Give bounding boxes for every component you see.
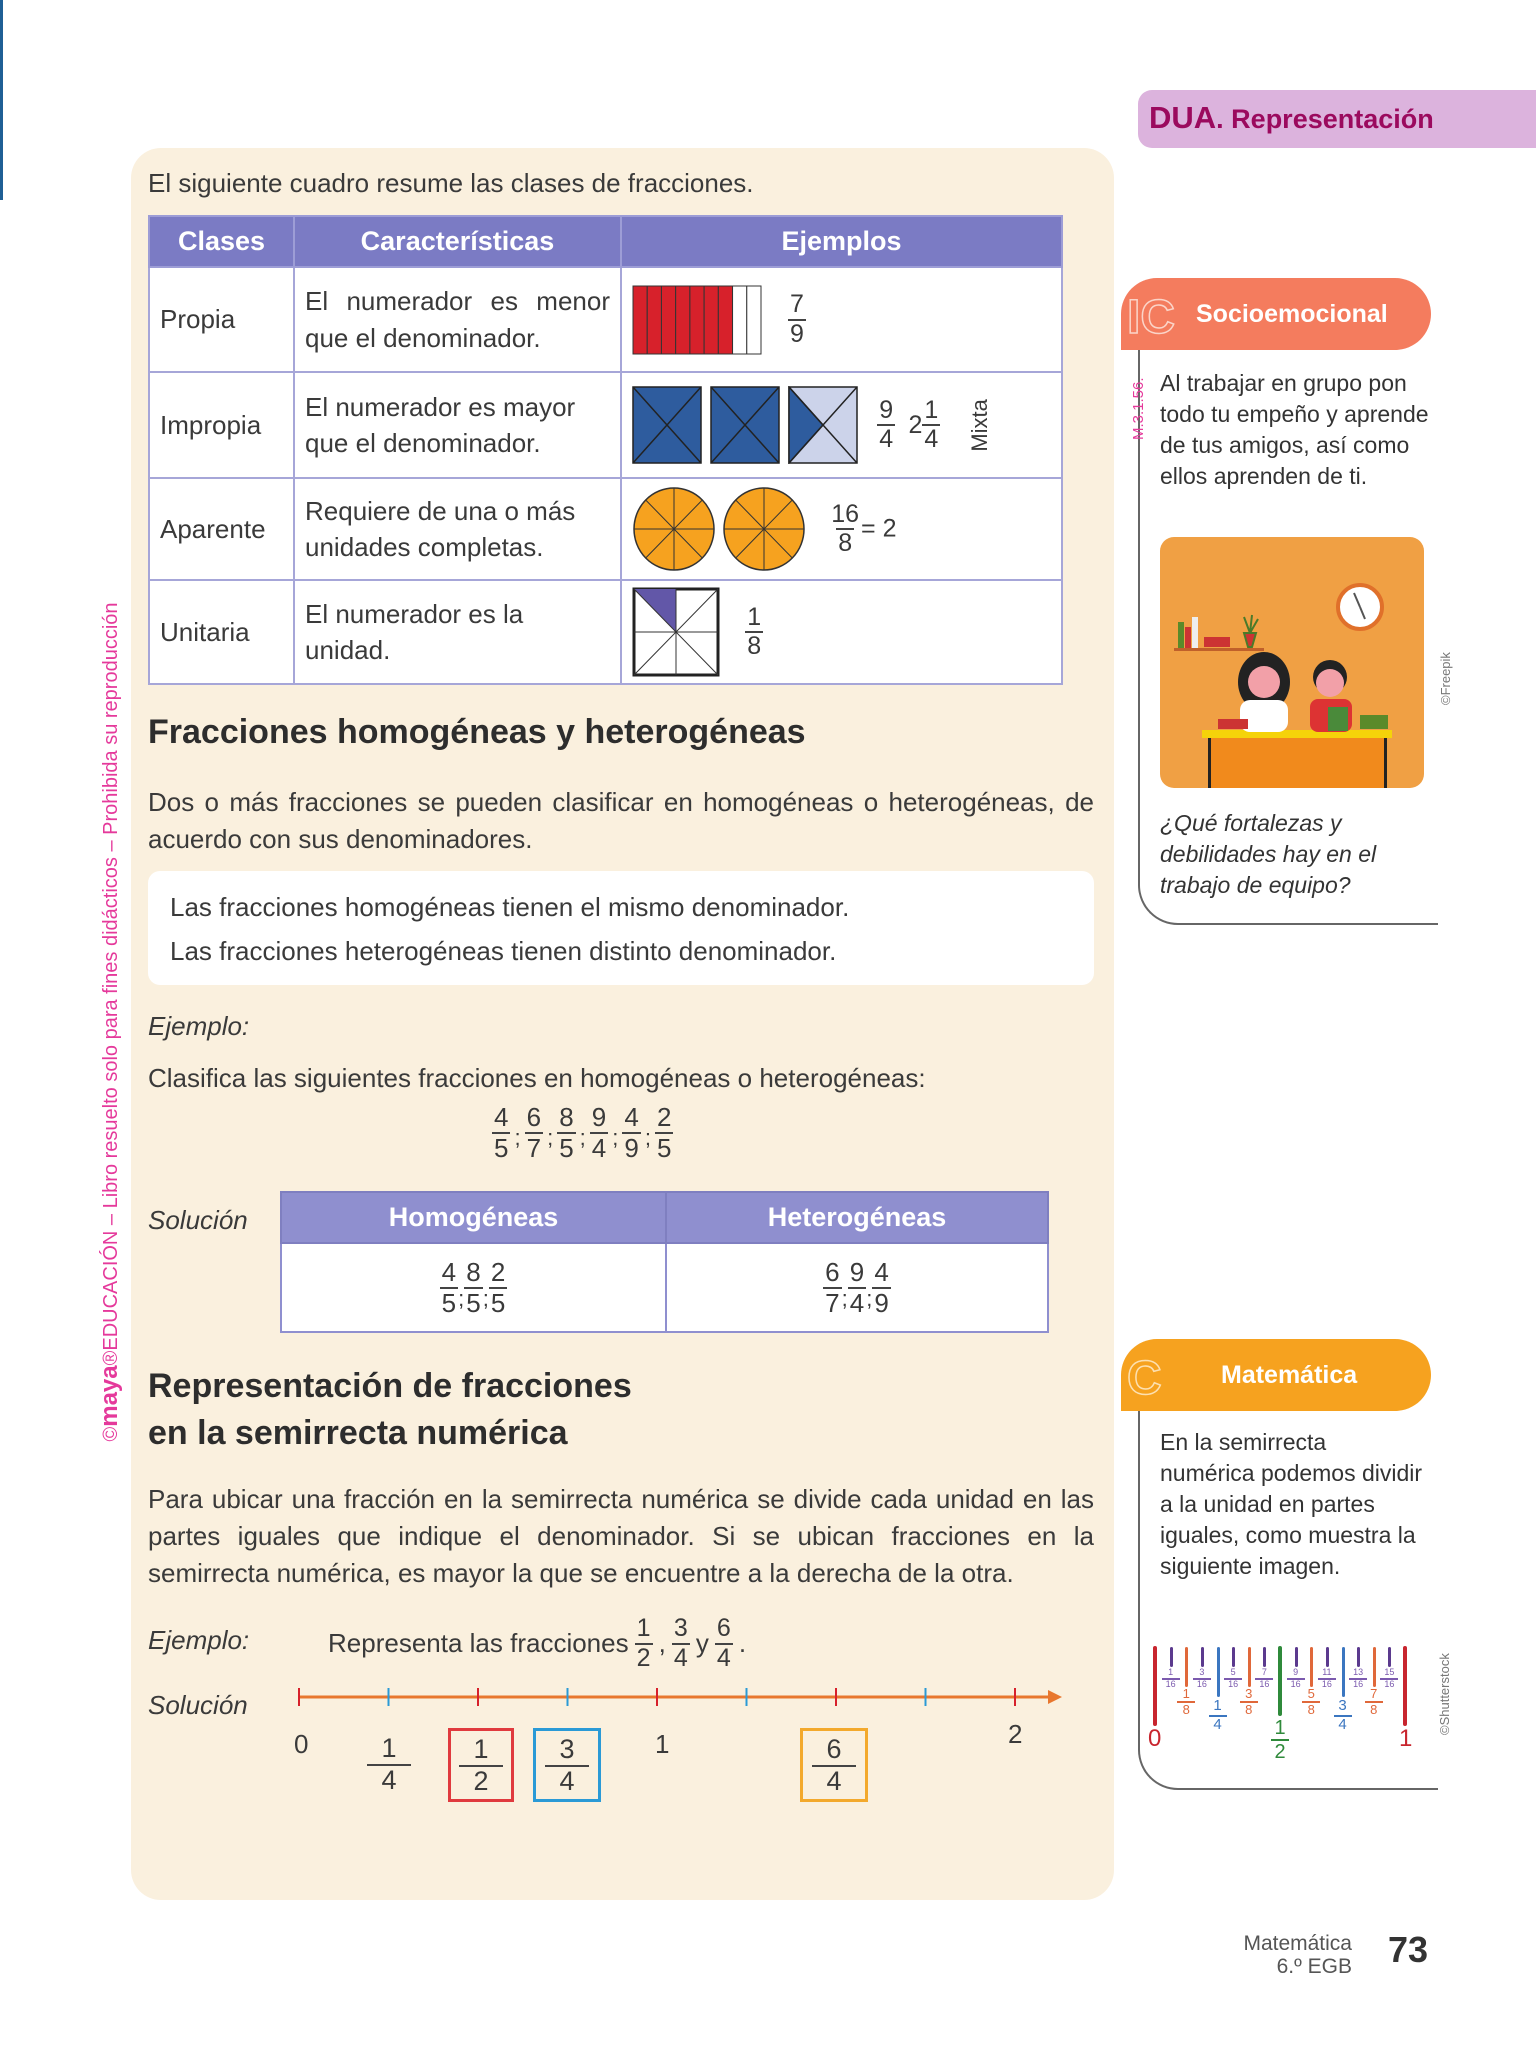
bar-model-icon: [632, 285, 762, 355]
fraction: [823, 1258, 841, 1317]
ruler-tick: [1357, 1647, 1360, 1667]
edge-bar: [0, 0, 3, 200]
fraction-classes-table: [148, 215, 1063, 685]
denominator: 16: [1380, 1678, 1398, 1690]
ruler-label: [1171, 1687, 1201, 1718]
numerator: 7: [1370, 1686, 1378, 1701]
class-description: El numerador es la unidad.: [294, 580, 621, 684]
numerator: 5: [1230, 1667, 1236, 1677]
instruction-text: Clasifica las siguientes fracciones en homogéneas o heterogéneas:: [148, 1063, 926, 1093]
header-homogeneas: Homogéneas: [281, 1192, 666, 1243]
numerator: 9: [591, 1102, 607, 1132]
fraction: [635, 1615, 653, 1672]
arrow-head-icon: [1048, 1690, 1062, 1704]
numerator: 1: [636, 1614, 651, 1642]
numerator: 1: [381, 1733, 397, 1763]
three-quarters-box: [533, 1728, 601, 1802]
example-cell: [621, 478, 1062, 580]
example-cell: [621, 267, 1062, 372]
dua-text: . Representación: [1216, 104, 1434, 134]
ruler-zero: 0: [1148, 1725, 1162, 1752]
table-row: [149, 580, 1062, 684]
denominator: 9: [624, 1132, 639, 1163]
numerator: 4: [874, 1256, 889, 1287]
numerator: 8: [466, 1256, 481, 1287]
denominator: 16: [1318, 1678, 1336, 1690]
denominator: 4: [591, 1132, 607, 1163]
ruler-one: 1: [1399, 1725, 1413, 1752]
fraction: [440, 1258, 458, 1317]
circles-model-icon: [632, 487, 806, 571]
brand-logo: maya: [96, 1365, 123, 1427]
dua-label: DUA: [1149, 100, 1217, 135]
definition-box: [148, 871, 1094, 985]
ic-logo-icon: IC: [1127, 291, 1175, 344]
bar-part: [747, 286, 761, 354]
numerator: 5: [1307, 1686, 1315, 1701]
ruler-tick: [1248, 1647, 1251, 1687]
example-text: [328, 1615, 746, 1672]
ruler-tick: [1217, 1647, 1220, 1697]
ruler-label: [1203, 1698, 1233, 1733]
number-line: [290, 1680, 1070, 1716]
comma: ,: [658, 1627, 666, 1658]
numerator: 15: [1384, 1667, 1395, 1677]
fraction: [590, 1103, 608, 1162]
skill-code: M.3.1.56.: [1130, 377, 1147, 440]
denominator: 8: [836, 528, 854, 558]
numerator: 1: [747, 602, 762, 631]
denominator: 16: [1349, 1678, 1367, 1690]
ruler-label: [1328, 1698, 1358, 1733]
heterogeneas-cell: $\frac{6}{7}$ ; $\frac{9}{4}$ ; $\frac{4}{9}$: [666, 1243, 1048, 1332]
class-description: Requiere de una o más unidades completas.: [294, 478, 621, 580]
fraction: [872, 1258, 890, 1317]
class-name: Impropia: [149, 372, 294, 478]
example-cell: [621, 580, 1062, 684]
equals-value: = 2: [861, 514, 897, 543]
ruler-tick: [1373, 1647, 1376, 1687]
numerator: 4: [494, 1102, 509, 1132]
mixed-fraction: [922, 397, 940, 454]
denominator: 4: [877, 424, 895, 454]
denominator: 5: [441, 1287, 457, 1318]
conjunction: y: [695, 1627, 709, 1658]
bar-part: [690, 286, 704, 354]
numerator: 1: [1182, 1686, 1190, 1701]
fraction: [622, 1103, 640, 1162]
fraction: [672, 1615, 690, 1672]
denominator: 9: [874, 1287, 889, 1318]
fraction: [715, 1615, 733, 1672]
numerator: 3: [1338, 1697, 1347, 1714]
denominator: 8: [745, 631, 763, 661]
definition-line: Las fracciones heterogéneas tienen distinto denominador.: [170, 936, 837, 966]
denominator: 8: [1302, 1701, 1320, 1717]
ruler-tick: [1232, 1647, 1235, 1667]
example-label: Ejemplo:: [148, 1011, 250, 1041]
table-row: [149, 372, 1062, 478]
numerator: 7: [1261, 1667, 1267, 1677]
fraction: [877, 397, 895, 454]
numerator: 1: [924, 395, 939, 424]
numerator: 4: [624, 1102, 639, 1132]
denominator: 5: [656, 1132, 672, 1163]
fraction: [525, 1103, 543, 1162]
circle-whole: [634, 488, 714, 570]
example-label: Ejemplo:: [148, 1625, 250, 1655]
ruler-tick: [1295, 1647, 1298, 1667]
c-logo-icon: C: [1127, 1352, 1162, 1405]
numerator: 9: [849, 1256, 865, 1287]
ruler-label: [1265, 1717, 1295, 1763]
numerator: 6: [826, 1734, 842, 1764]
header-caracteristicas: Características: [294, 216, 621, 267]
grade-level: 6.º EGB: [1276, 1955, 1352, 1978]
numerator: 7: [790, 290, 804, 318]
numerator: 1: [1274, 1717, 1286, 1739]
fraction: [788, 291, 806, 348]
numerator: 6: [526, 1102, 542, 1132]
dua-banner: [1138, 90, 1536, 148]
footer-subject: [1243, 1932, 1352, 1978]
fraction: [492, 1103, 510, 1162]
bar-part: [676, 286, 690, 354]
denominator: 4: [367, 1764, 411, 1796]
denominator: 2: [459, 1765, 503, 1797]
numerator: 2: [490, 1256, 506, 1287]
socio-title: Socioemocional: [1196, 300, 1388, 328]
denominator: 4: [922, 424, 940, 454]
class-description: El numerador es mayor que el denominador.: [294, 372, 621, 478]
solution-label: Solución: [148, 1205, 248, 1235]
ruler-tick: [1310, 1647, 1313, 1687]
numerator: 1: [1168, 1667, 1174, 1677]
denominator: 8: [1365, 1701, 1383, 1717]
ruler-tick: [1201, 1647, 1204, 1667]
students-illustration: [1160, 537, 1424, 788]
label-one: 1: [655, 1729, 670, 1759]
ruler-label: [1234, 1687, 1264, 1718]
mate-title: Matemática: [1221, 1361, 1358, 1389]
example-cell: [621, 372, 1062, 478]
denominator: 4: [1334, 1715, 1352, 1734]
denominator: 16: [1162, 1678, 1180, 1690]
page-number: 73: [1388, 1929, 1429, 1970]
socio-text: Al trabajar en grupo pon todo tu empeño y aprende de tus amigos, así como ellos aprenden de ti.: [1160, 370, 1429, 489]
section-paragraph: Dos o más fracciones se pueden clasificar en homogéneas o heterogéneas, de acuerdo con sus denominadores.: [148, 787, 1094, 854]
fraction-list: $\frac{4}{5}$ ; $\frac{6}{7}$ ; $\frac{8}{5}$ ; $\frac{9}{4}$ ; $\frac{4}{9}$ ; $\frac{2}{5}$: [494, 1102, 672, 1163]
fraction: [489, 1258, 507, 1317]
fraction: [829, 501, 861, 558]
ruler-tick: [1388, 1647, 1391, 1667]
denominator: 8: [1177, 1701, 1195, 1717]
denominator: 16: [1193, 1678, 1211, 1690]
table-row: [149, 478, 1062, 580]
numerator: 9: [879, 395, 894, 424]
intro-text: El siguiente cuadro resume las clases de fracciones.: [148, 168, 754, 198]
solution-label: Solución: [148, 1690, 248, 1720]
denominator: 4: [1209, 1715, 1227, 1734]
circle-whole: [724, 488, 804, 570]
denominator: 4: [545, 1765, 589, 1797]
numerator: 3: [673, 1614, 688, 1642]
numerator: 13: [1353, 1667, 1364, 1677]
section-title: [148, 1363, 632, 1457]
numerator: 8: [559, 1102, 574, 1132]
header-ejemplos: Ejemplos: [621, 216, 1062, 267]
fraction: [655, 1103, 673, 1162]
fraction: [745, 604, 763, 661]
mate-header: [1121, 1339, 1431, 1411]
quarter-label: [366, 1734, 412, 1795]
copyright-watermark: [96, 602, 124, 1441]
denominator: 5: [490, 1287, 506, 1318]
denominator: 7: [825, 1287, 840, 1318]
fraction-ruler: [1140, 1640, 1420, 1763]
title-line: Representación de fracciones: [148, 1367, 632, 1405]
bar-part: [647, 286, 661, 354]
class-name: Aparente: [149, 478, 294, 580]
fraction: [464, 1258, 482, 1317]
unit-rectangle-icon: [632, 587, 720, 677]
label-zero: 0: [294, 1729, 309, 1759]
registered-symbol: ®: [100, 1350, 122, 1366]
ruler-tick: [1263, 1647, 1266, 1667]
ruler-label: [1296, 1687, 1326, 1718]
table-row: [149, 267, 1062, 372]
section-paragraph: Para ubicar una fracción en la semirrecta numérica se divide cada unidad en las partes iguales que indique el denominador. Si se ubican fracciones en la semirrecta numérica, es mayor la que se encuentre a la derecha de la otra.: [148, 1484, 1094, 1588]
numerator: 2: [656, 1102, 672, 1132]
denominator: 5: [466, 1287, 481, 1318]
denominator: 5: [559, 1132, 574, 1163]
denominator: 5: [494, 1132, 509, 1163]
label-two: 2: [1008, 1719, 1023, 1749]
denominator: 4: [812, 1765, 856, 1797]
denominator: 16: [1224, 1678, 1242, 1690]
half-box: [448, 1728, 514, 1802]
homogeneas-cell: $\frac{4}{5}$ ; $\frac{8}{5}$ ; $\frac{2}{5}$: [281, 1243, 666, 1332]
numerator: 6: [825, 1256, 840, 1287]
mate-text: En la semirrecta numérica podemos dividir a la unidad en partes iguales, como muestra la siguiente imagen.: [1160, 1429, 1423, 1579]
denominator: 4: [672, 1643, 690, 1673]
denominator: 4: [715, 1643, 733, 1673]
numerator: 11: [1322, 1667, 1332, 1677]
numerator: 3: [1245, 1686, 1253, 1701]
mixed-label: Mixta: [966, 398, 992, 452]
ruler-label: [1359, 1687, 1389, 1718]
denominator: 9: [788, 319, 806, 349]
image-credit: ©Freepik: [1438, 652, 1453, 705]
ruler-tick: [1342, 1647, 1345, 1697]
copyright-symbol: ©: [100, 1426, 122, 1442]
denominator: 16: [1255, 1678, 1273, 1690]
denominator: 2: [635, 1643, 653, 1673]
numerator: 3: [1199, 1667, 1205, 1677]
subject-name: Matemática: [1243, 1932, 1352, 1955]
class-description: El numerador es menor que el denominador.: [294, 267, 621, 372]
header-clases: Clases: [149, 216, 294, 267]
title-line: en la semirrecta numérica: [148, 1414, 568, 1452]
definition-line: Las fracciones homogéneas tienen el mismo denominador.: [170, 892, 850, 922]
denominator: 4: [849, 1287, 865, 1318]
class-name: Unitaria: [149, 580, 294, 684]
ruler-tick: [1170, 1647, 1173, 1667]
numerator: 1: [1213, 1697, 1222, 1714]
squares-model-icon: [632, 386, 858, 464]
denominator: 2: [1271, 1739, 1289, 1763]
bar-part: [733, 286, 747, 354]
watermark-text: EDUCACIÓN – Libro resuelto solo para fines didácticos – Prohibida su reproducción: [100, 602, 122, 1351]
six-quarters-box: [800, 1728, 868, 1802]
class-name: Propia: [149, 267, 294, 372]
denominator: 8: [1240, 1701, 1258, 1717]
bar-part: [633, 286, 647, 354]
header-heterogeneas: Heterogéneas: [666, 1192, 1048, 1243]
bar-part: [704, 286, 718, 354]
numerator: 4: [441, 1256, 457, 1287]
denominator: 16: [1287, 1678, 1305, 1690]
ruler-tick: [1326, 1647, 1329, 1667]
section-title: Fracciones homogéneas y heterogéneas: [148, 713, 806, 751]
bar-part: [718, 286, 732, 354]
fraction: [557, 1103, 575, 1162]
numerator: 6: [716, 1614, 731, 1642]
numerator: 1: [473, 1734, 489, 1764]
bar-part: [661, 286, 675, 354]
numerator: 16: [831, 499, 860, 528]
fraction: [848, 1258, 866, 1317]
socio-question: ¿Qué fortalezas y debilidades hay en el trabajo de equipo?: [1160, 810, 1377, 898]
image-credit: ©Shutterstock: [1437, 1653, 1452, 1735]
denominator: 7: [526, 1132, 542, 1163]
mixed-whole: 2: [908, 410, 923, 439]
solution-table: [280, 1191, 1049, 1333]
numerator: 9: [1293, 1667, 1299, 1677]
period: .: [738, 1627, 747, 1658]
socio-header: [1121, 278, 1431, 350]
numerator: 3: [559, 1734, 575, 1764]
example-sentence: Representa las fracciones: [328, 1627, 629, 1658]
ruler-tick: [1185, 1647, 1188, 1687]
